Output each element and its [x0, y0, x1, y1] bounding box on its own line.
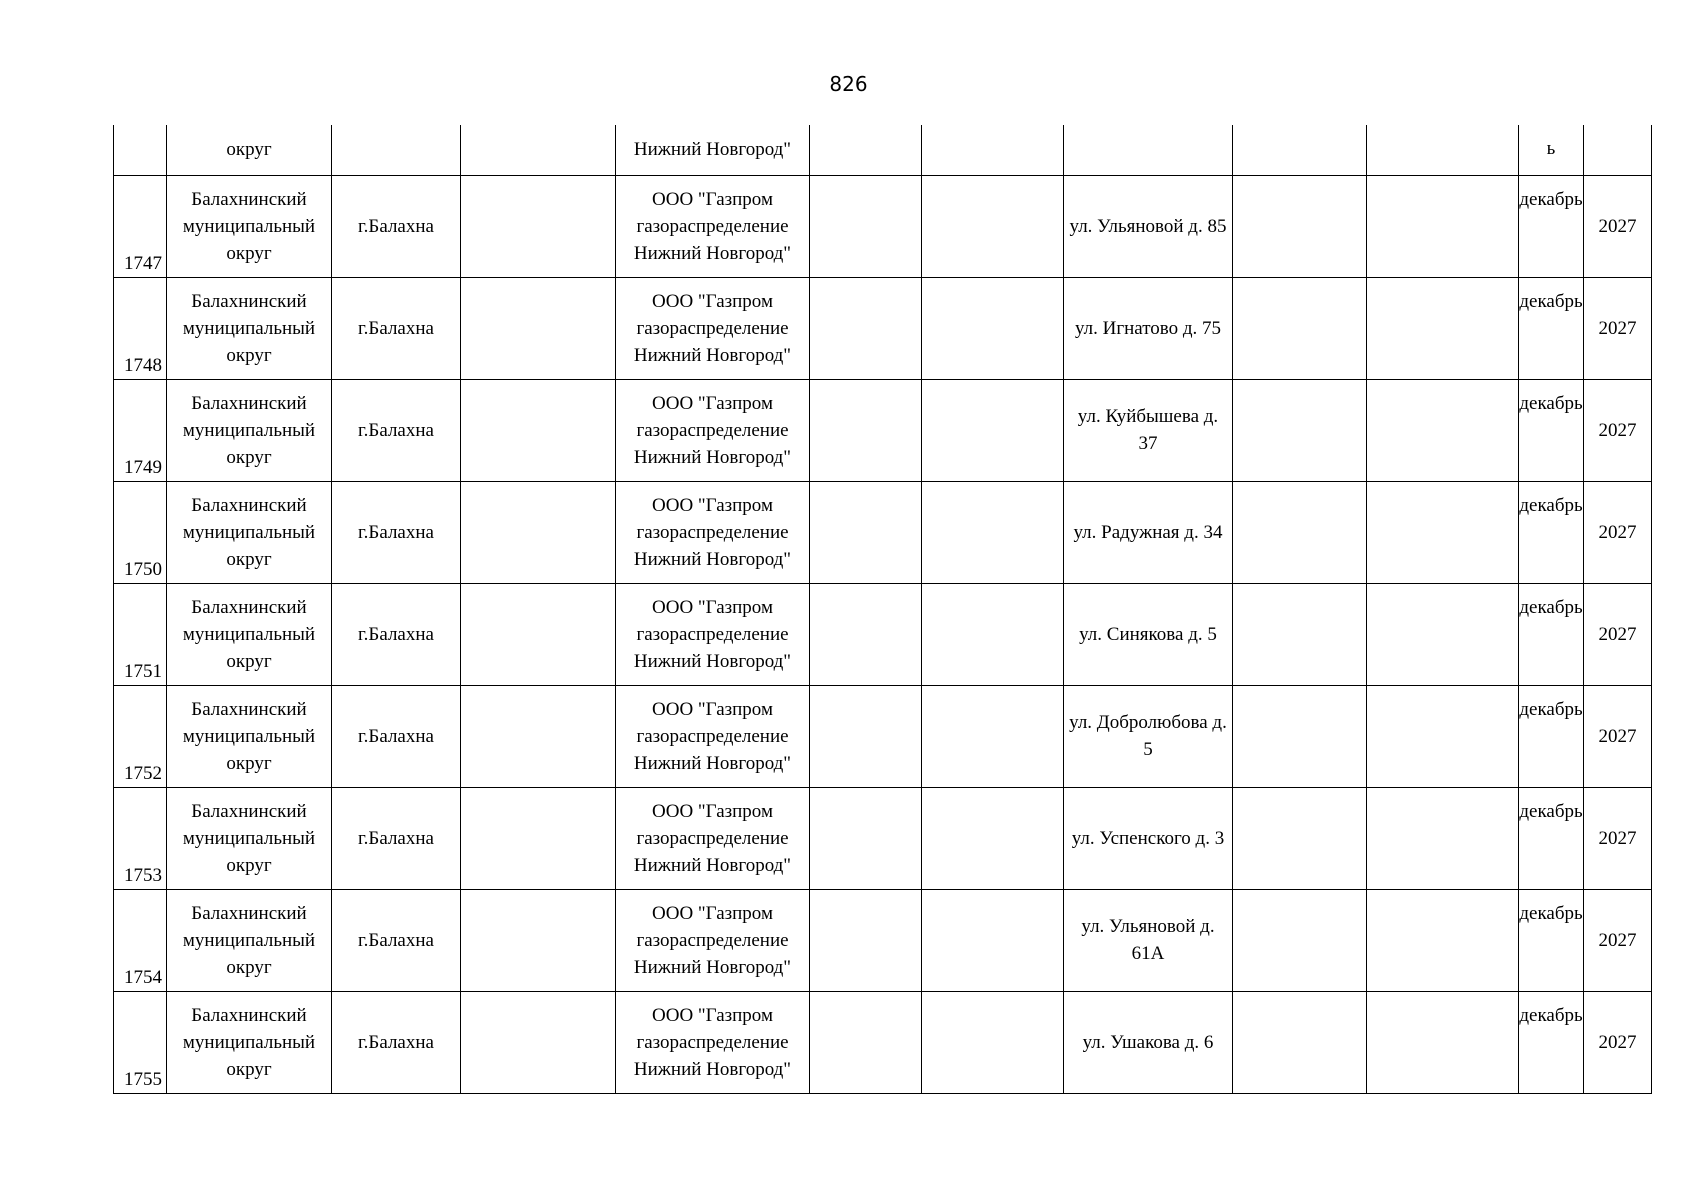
- cell-city: г.Балахна: [332, 685, 461, 787]
- cell-year: [1584, 125, 1652, 175]
- cell-city: г.Балахна: [332, 481, 461, 583]
- cell-empty: [1367, 379, 1519, 481]
- month-text: декабрь: [1519, 698, 1583, 720]
- cell-empty: [461, 125, 616, 175]
- cell-city: г.Балахна: [332, 991, 461, 1093]
- cell-district: Балахнинский муниципальный округ: [167, 991, 332, 1093]
- cell-num: 1752: [114, 685, 167, 787]
- cell-year: 2027: [1584, 685, 1652, 787]
- cell-empty: [461, 685, 616, 787]
- cell-address: [1064, 583, 1233, 685]
- cell-empty: [922, 481, 1064, 583]
- data-table: [113, 125, 1652, 1094]
- cell-empty: [810, 685, 922, 787]
- month-text: декабрь: [1519, 494, 1583, 516]
- address-text: ул. Ульяновой д. 61А: [1081, 916, 1215, 964]
- cell-empty: [922, 277, 1064, 379]
- cell-year: 2027: [1584, 787, 1652, 889]
- cell-district: округ: [167, 125, 332, 175]
- cell-city: г.Балахна: [332, 175, 461, 277]
- table-row: [114, 685, 1652, 787]
- address-text: ул. Ушакова д. 6: [1082, 1031, 1214, 1053]
- month-text: декабрь: [1519, 290, 1583, 312]
- cell-empty: [810, 787, 922, 889]
- cell-year: 2027: [1584, 175, 1652, 277]
- cell-empty: [1233, 379, 1367, 481]
- table-body: [114, 125, 1652, 1093]
- cell-year: 2027: [1584, 889, 1652, 991]
- cell-district: Балахнинский муниципальный округ: [167, 685, 332, 787]
- cell-empty: [461, 583, 616, 685]
- cell-city: [332, 125, 461, 175]
- cell-month: [1519, 991, 1584, 1093]
- cell-empty: [461, 379, 616, 481]
- cell-address: [1064, 379, 1233, 481]
- cell-empty: [1367, 991, 1519, 1093]
- address-text: ул. Куйбышева д. 37: [1077, 406, 1219, 454]
- cell-year: 2027: [1584, 991, 1652, 1093]
- cell-org: ООО "Газпром газораспределение Нижний Новгород": [616, 787, 810, 889]
- cell-org: ООО "Газпром газораспределение Нижний Новгород": [616, 481, 810, 583]
- address-text: ул. Ульяновой д. 85: [1069, 215, 1227, 237]
- cell-empty: [810, 481, 922, 583]
- cell-empty: [461, 787, 616, 889]
- cell-num: [114, 125, 167, 175]
- cell-year: 2027: [1584, 277, 1652, 379]
- cell-empty: [922, 787, 1064, 889]
- cell-city: г.Балахна: [332, 277, 461, 379]
- cell-empty: [810, 277, 922, 379]
- address-text: ул. Радужная д. 34: [1073, 521, 1223, 543]
- cell-empty: [922, 583, 1064, 685]
- table-row: [114, 277, 1652, 379]
- cell-address: [1064, 175, 1233, 277]
- cell-num: 1750: [114, 481, 167, 583]
- cell-empty: [1233, 277, 1367, 379]
- month-text: декабрь: [1519, 596, 1583, 618]
- cell-empty: [810, 583, 922, 685]
- cell-month: [1519, 685, 1584, 787]
- cell-address: [1064, 787, 1233, 889]
- cell-empty: [1233, 125, 1367, 175]
- cell-empty: [461, 277, 616, 379]
- cell-empty: [1367, 787, 1519, 889]
- cell-district: Балахнинский муниципальный округ: [167, 277, 332, 379]
- cell-month: [1519, 583, 1584, 685]
- cell-empty: [461, 175, 616, 277]
- cell-empty: [810, 379, 922, 481]
- table-row: [114, 481, 1652, 583]
- cell-district: Балахнинский муниципальный округ: [167, 889, 332, 991]
- month-text: декабрь: [1519, 1004, 1583, 1026]
- cell-address: [1064, 991, 1233, 1093]
- cell-empty: [1233, 175, 1367, 277]
- cell-empty: [1367, 277, 1519, 379]
- cell-empty: [922, 685, 1064, 787]
- cell-address: [1064, 481, 1233, 583]
- cell-month: [1519, 277, 1584, 379]
- cell-num: 1753: [114, 787, 167, 889]
- cell-empty: [922, 889, 1064, 991]
- cell-city: г.Балахна: [332, 379, 461, 481]
- cell-address: [1064, 685, 1233, 787]
- cell-month: [1519, 889, 1584, 991]
- cell-empty: [922, 379, 1064, 481]
- cell-city: г.Балахна: [332, 787, 461, 889]
- cell-year: 2027: [1584, 583, 1652, 685]
- cell-address: [1064, 277, 1233, 379]
- cell-month: [1519, 787, 1584, 889]
- cell-city: г.Балахна: [332, 583, 461, 685]
- cell-empty: [1367, 889, 1519, 991]
- cell-empty: [461, 481, 616, 583]
- cell-empty: [1233, 481, 1367, 583]
- cell-empty: [922, 125, 1064, 175]
- cell-org: ООО "Газпром газораспределение Нижний Новгород": [616, 991, 810, 1093]
- cell-org: ООО "Газпром газораспределение Нижний Новгород": [616, 277, 810, 379]
- address-text: ул. Успенского д. 3: [1071, 827, 1225, 849]
- cell-district: Балахнинский муниципальный округ: [167, 379, 332, 481]
- cell-address: [1064, 125, 1233, 175]
- address-text: ул. Синякова д. 5: [1079, 623, 1217, 645]
- cell-org: ООО "Газпром газораспределение Нижний Новгород": [616, 379, 810, 481]
- cell-org: ООО "Газпром газораспределение Нижний Новгород": [616, 685, 810, 787]
- cell-num: 1748: [114, 277, 167, 379]
- cell-year: 2027: [1584, 379, 1652, 481]
- cell-empty: [1233, 787, 1367, 889]
- cell-empty: [1233, 991, 1367, 1093]
- cell-month: ь: [1519, 125, 1584, 175]
- table-row-continued: [114, 125, 1652, 175]
- cell-month: [1519, 175, 1584, 277]
- cell-empty: [1367, 685, 1519, 787]
- table-row: [114, 379, 1652, 481]
- cell-num: 1754: [114, 889, 167, 991]
- cell-num: 1755: [114, 991, 167, 1093]
- cell-empty: [1233, 889, 1367, 991]
- cell-empty: [810, 125, 922, 175]
- cell-org: ООО "Газпром газораспределение Нижний Новгород": [616, 889, 810, 991]
- cell-num: 1747: [114, 175, 167, 277]
- cell-month: [1519, 481, 1584, 583]
- cell-city: г.Балахна: [332, 889, 461, 991]
- cell-empty: [461, 991, 616, 1093]
- cell-empty: [1367, 583, 1519, 685]
- cell-month: [1519, 379, 1584, 481]
- cell-empty: [810, 991, 922, 1093]
- cell-org: ООО "Газпром газораспределение Нижний Новгород": [616, 175, 810, 277]
- cell-org: ООО "Газпром газораспределение Нижний Новгород": [616, 583, 810, 685]
- table-row: [114, 889, 1652, 991]
- cell-empty: [810, 175, 922, 277]
- cell-empty: [1233, 583, 1367, 685]
- address-text: ул. Добролюбова д. 5: [1069, 712, 1227, 760]
- month-text: декабрь: [1519, 902, 1583, 924]
- cell-address: [1064, 889, 1233, 991]
- table-row: [114, 583, 1652, 685]
- month-text: декабрь: [1519, 392, 1583, 414]
- cell-empty: [1367, 175, 1519, 277]
- cell-empty: [922, 991, 1064, 1093]
- cell-district: Балахнинский муниципальный округ: [167, 583, 332, 685]
- table-row: [114, 175, 1652, 277]
- cell-district: Балахнинский муниципальный округ: [167, 787, 332, 889]
- cell-org: Нижний Новгород": [616, 125, 810, 175]
- table-row: [114, 991, 1652, 1093]
- cell-empty: [461, 889, 616, 991]
- cell-empty: [1367, 481, 1519, 583]
- address-text: ул. Игнатово д. 75: [1074, 317, 1222, 339]
- cell-empty: [810, 889, 922, 991]
- cell-num: 1751: [114, 583, 167, 685]
- page-number: 826: [829, 72, 868, 96]
- cell-empty: [1367, 125, 1519, 175]
- cell-district: Балахнинский муниципальный округ: [167, 175, 332, 277]
- table-row: [114, 787, 1652, 889]
- month-text: декабрь: [1519, 800, 1583, 822]
- cell-year: 2027: [1584, 481, 1652, 583]
- cell-district: Балахнинский муниципальный округ: [167, 481, 332, 583]
- month-text: декабрь: [1519, 188, 1583, 210]
- cell-num: 1749: [114, 379, 167, 481]
- cell-empty: [922, 175, 1064, 277]
- cell-empty: [1233, 685, 1367, 787]
